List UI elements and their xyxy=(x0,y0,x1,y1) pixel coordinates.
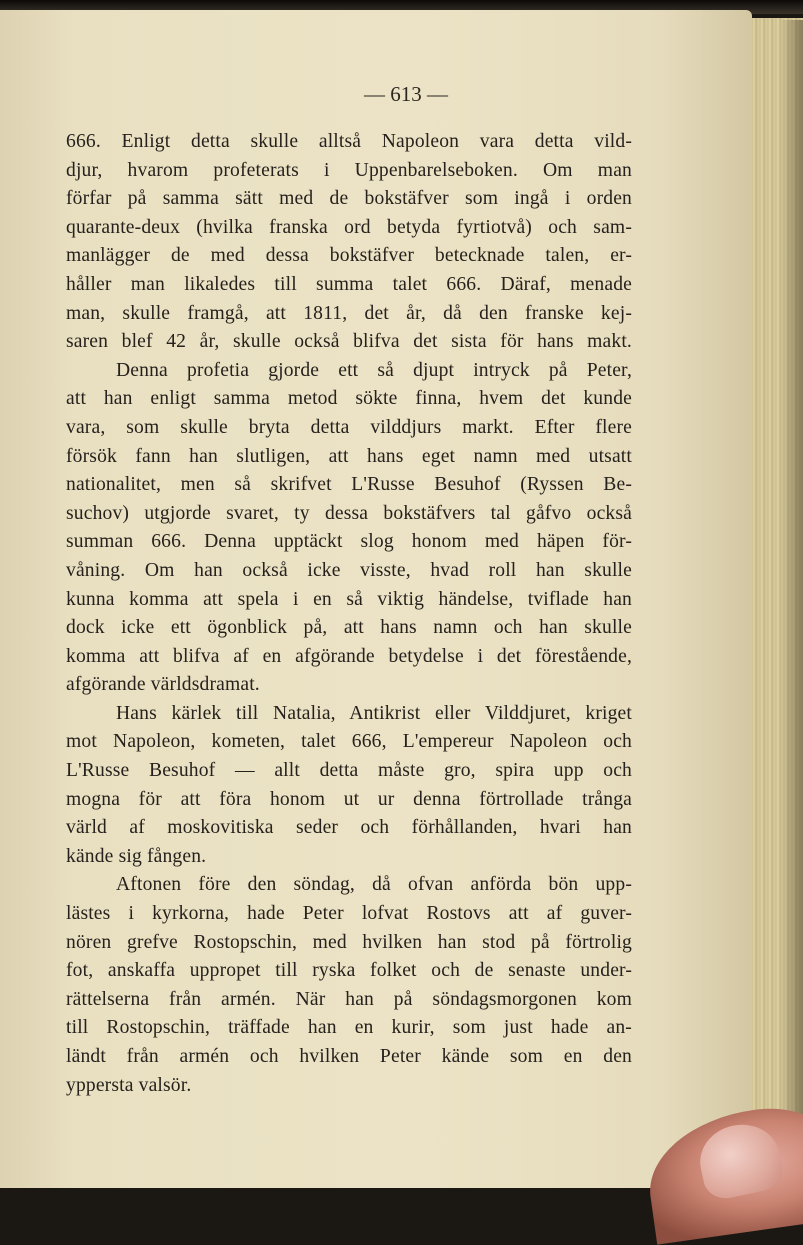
text-line: nationalitet, men så skrifvet L'Russe Besuhof (Ryssen Be- xyxy=(66,474,632,496)
text-line: till Rostopschin, träffade han en kurir, som just hade an- xyxy=(66,1017,632,1039)
text-line: vara, som skulle bryta detta vilddjurs markt. Efter flere xyxy=(66,416,632,438)
book-edge-shadow xyxy=(780,20,803,1188)
text-line: 666. Enligt detta skulle alltså Napoleon vara detta vild- xyxy=(66,131,632,152)
page-number: — 613 — xyxy=(364,82,448,106)
paragraph-end-line: yppersta valsör. xyxy=(66,1074,192,1096)
text-line: manlägger de med dessa bokstäfver betecknade talen, er- xyxy=(66,245,632,267)
text-line: förfar på samma sätt med de bokstäfver som ingå i orden xyxy=(66,188,632,210)
text-line: komma att blifva af en afgörande betydelse i det förestående, xyxy=(66,645,632,667)
text-line: nören grefve Rostopschin, med hvilken han stod på förtrolig xyxy=(66,931,632,953)
text-line: saren blef 42 år, skulle också blifva det sista för hans makt. xyxy=(66,331,632,353)
text-line: håller man likaledes till summa talet 666. Däraf, menade xyxy=(66,273,632,295)
text-line: quarante-deux (hvilka franska ord betyda fyrtiotvå) och sam- xyxy=(66,216,632,238)
text-line: ländt från armén och hvilken Peter kände som en den xyxy=(66,1046,632,1067)
text-line: L'Russe Besuhof — allt detta måste gro, spira upp och xyxy=(66,760,632,782)
text-line: våning. Om han också icke visste, hvad roll han skulle xyxy=(66,559,632,581)
text-line: suchov) utgjorde svaret, ty dessa bokstäfvers tal gåfvo också xyxy=(66,502,632,524)
text-line: rättelserna från armén. När han på söndagsmorgonen kom xyxy=(66,988,632,1010)
text-line: fot, anskaffa uppropet till ryska folket och de senaste under- xyxy=(66,960,632,982)
text-line: dock icke ett ögonblick på, att hans namn och han skulle xyxy=(66,617,632,639)
text-line: summan 666. Denna upptäckt slog honom med häpen för- xyxy=(66,531,632,553)
text-line: kunna komma att spela i en så viktig händelse, tviflade han xyxy=(66,588,632,610)
body-text xyxy=(66,128,632,1100)
text-line: man, skulle framgå, att 1811, det år, då den franske kej- xyxy=(66,302,632,324)
text-line: försök fann han slutligen, att hans eget namn med utsatt xyxy=(66,445,632,467)
paragraph-start-line: Denna profetia gjorde ett så djupt intryck på Peter, xyxy=(116,359,632,381)
paragraph-end-line: afgörande världsdramat. xyxy=(66,674,260,696)
text-line: att han enligt samma metod sökte finna, hvem det kunde xyxy=(66,388,632,410)
text-line: djur, hvarom profeterats i Uppenbarelseboken. Om man xyxy=(66,159,632,181)
text-line: mogna för att föra honom ut ur denna förtrollade trånga xyxy=(66,788,632,810)
text-line: värld af moskovitiska seder och förhållanden, hvari han xyxy=(66,817,632,839)
text-line: mot Napoleon, kometen, talet 666, L'empereur Napoleon och xyxy=(66,731,632,753)
text-line: lästes i kyrkorna, hade Peter lofvat Rostovs att af guver- xyxy=(66,903,632,925)
paragraph-start-line: Aftonen före den söndag, då ofvan anförda bön upp- xyxy=(116,874,632,896)
book-page xyxy=(0,10,752,1188)
paragraph-end-line: kände sig fången. xyxy=(66,845,207,867)
paragraph-start-line: Hans kärlek till Natalia, Antikrist eller Vilddjuret, kriget xyxy=(116,702,632,724)
